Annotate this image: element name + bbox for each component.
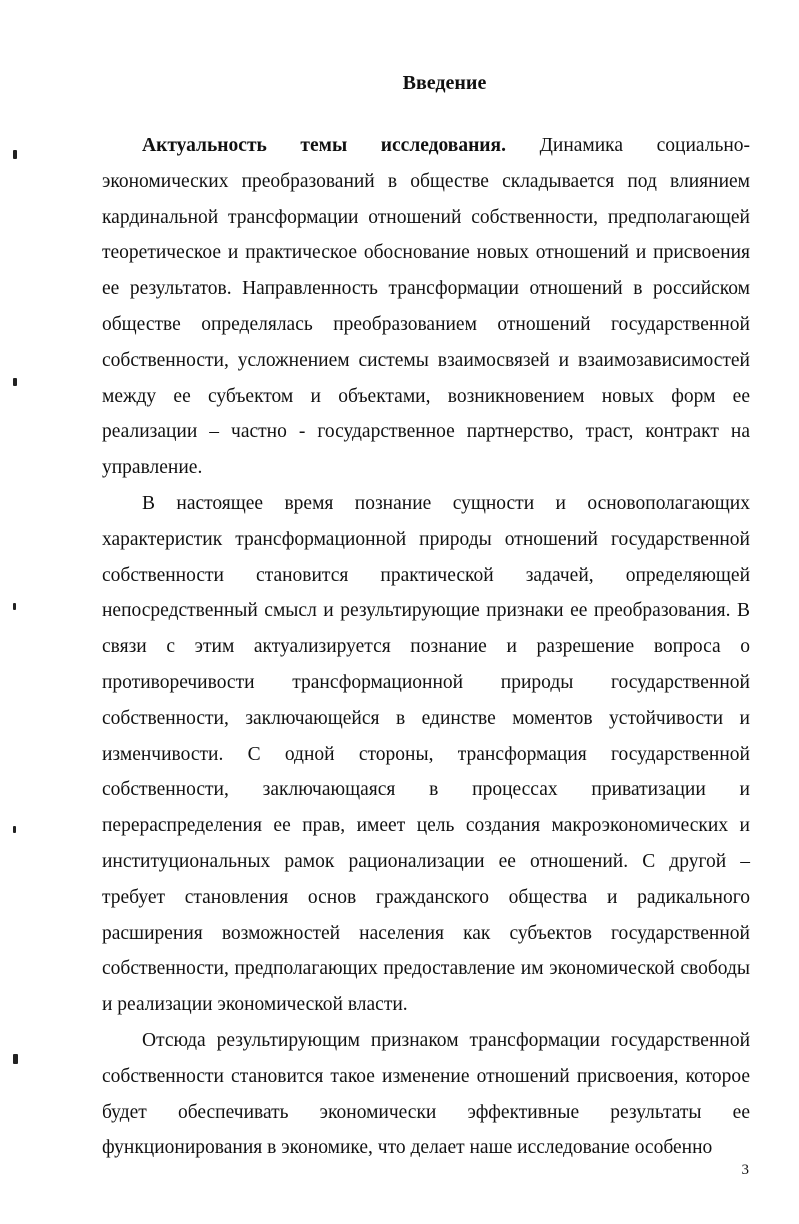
paragraph-3 — [102, 1023, 750, 1166]
scan-margin-mark — [13, 603, 16, 610]
paragraph-text: Отсюда результирующим признаком трансформации государственной собственности становится такое изменение отношений присвоения, которое будет обеспечивать экономически эффективные результаты ее функционирования в экономике, что делает наше исследование особенно — [102, 1029, 750, 1159]
page-number: 3 — [741, 1162, 749, 1178]
paragraph-text: В настоящее время познание сущности и основополагающих характеристик трансформационной природы отношений государственной собственности становится практической задачей, определяющей непосредственный смысл и результирующие признаки ее преобразования. В связи с этим актуализируется познание и разрешение вопроса о противоречивости трансформационной природы государственной собственности, заключающейся в единстве моментов устойчивости и изменчивости. С одной стороны, трансформация государственной собственности, заключающаяся в процессах приватизации и перераспределения ее прав, имеет цель создания макроэкономических и институциональных рамок рационализации ее отношений. С другой – требует становления основ гражданского общества и радикального расширения возможностей населения как субъектов государственной собственности, предполагающих предоставление им экономической свободы и реализации экономической власти. — [102, 492, 750, 1016]
paragraph-text: Динамика социально-экономических преобразований в обществе складывается под влиянием кардинальной трансформации отношений собственности, предполагающей теоретическое и практическое обоснование новых отношений и присвоения ее результатов. Направленность трансформации отношений в российском обществе определялась преобразованием отношений государственной собственности, усложнением системы взаимосвязей и взаимозависимостей между ее субъектом и объектами, возникновением новых форм ее реализации – частно - государственное партнерство, траст, контракт на управление. — [102, 135, 751, 479]
page-title: Введение — [402, 72, 487, 94]
scan-margin-mark — [13, 826, 16, 833]
scan-margin-mark — [13, 1054, 18, 1064]
paragraph-lead: Актуальность темы исследования. — [142, 135, 506, 156]
paragraph-2 — [102, 486, 750, 1023]
scan-margin-mark — [13, 378, 17, 386]
body-text — [102, 128, 750, 1166]
paragraph-1 — [102, 128, 750, 486]
scan-margin-mark — [13, 150, 17, 159]
